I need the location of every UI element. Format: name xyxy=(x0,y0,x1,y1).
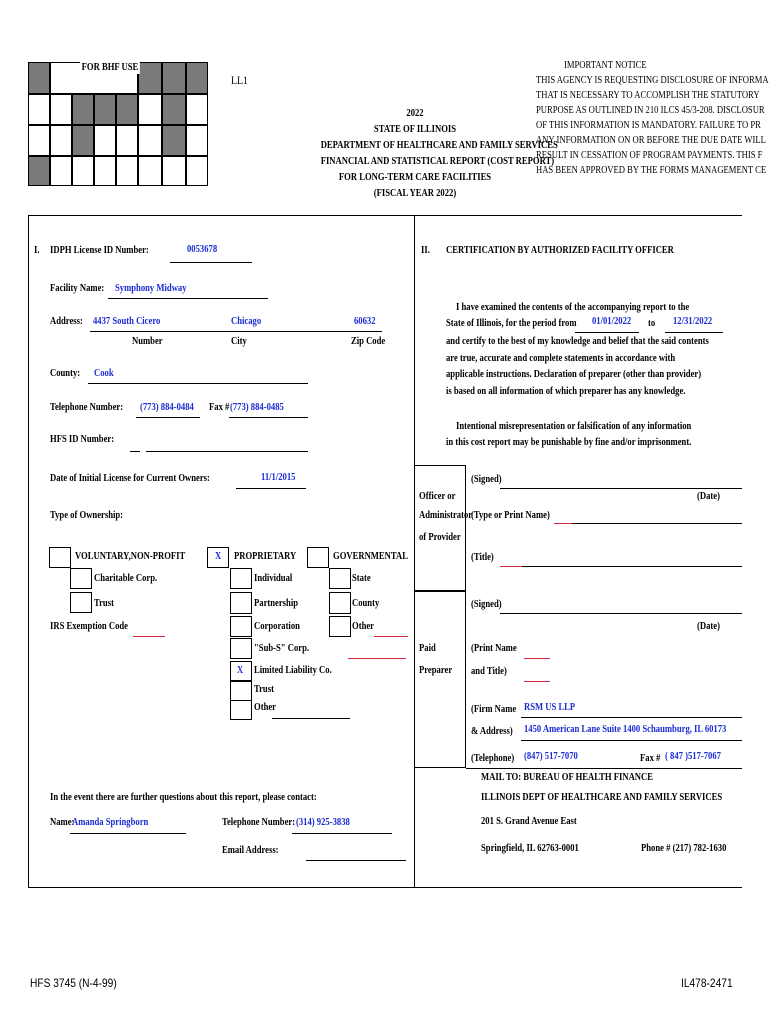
print-name-label-2: and Title) xyxy=(471,666,507,677)
notice-line: ANY INFORMATION ON OR BEFORE THE DUE DATE WILL xyxy=(536,135,766,146)
charitable-checkbox[interactable] xyxy=(70,568,92,589)
contact-name-underline xyxy=(70,833,186,834)
signed-label: (Signed) xyxy=(471,599,502,610)
facility-value[interactable]: Symphony Midway xyxy=(115,283,187,294)
firm-name-underline xyxy=(521,717,742,718)
report-title-block xyxy=(300,108,558,200)
trust-checkbox[interactable] xyxy=(70,592,92,613)
address-label: Address: xyxy=(50,316,83,327)
zip-caption: Zip Code xyxy=(351,336,386,347)
grid-cell xyxy=(94,94,116,125)
notice-title: IMPORTANT NOTICE xyxy=(564,60,647,71)
cert-text: and certify to the best of my knowledge and belief that the said contents xyxy=(446,336,709,347)
voluntary-checkbox[interactable] xyxy=(49,547,71,568)
report-facilities: FOR LONG-TERM CARE FACILITIES xyxy=(338,172,492,183)
individual-checkbox[interactable] xyxy=(230,568,252,589)
subs-checkbox[interactable] xyxy=(230,638,252,659)
officer-signature-line[interactable] xyxy=(500,488,742,489)
state-checkbox[interactable] xyxy=(329,568,351,589)
firm-address-value[interactable]: 1450 American Lane Suite 1400 Schaumburg, IL 60173 xyxy=(524,724,727,735)
grid-cell xyxy=(162,156,186,186)
license-underline xyxy=(170,262,252,263)
partnership-label: Partnership xyxy=(254,598,299,609)
contact-name-label: Name: xyxy=(50,817,75,828)
mail-to-line: Springfield, IL 62763-0001 xyxy=(481,843,579,854)
print-name-underline[interactable] xyxy=(524,658,550,659)
grid-cell xyxy=(50,125,72,156)
notice-line: THIS AGENCY IS REQUESTING DISCLOSURE OF INFORMA xyxy=(536,75,769,86)
preparer-telephone-value[interactable]: (847) 517-7070 xyxy=(524,751,578,762)
other2-checkbox[interactable] xyxy=(329,616,351,637)
report-fiscal-year: (FISCAL YEAR 2022) xyxy=(373,188,457,199)
grid-cell xyxy=(72,156,94,186)
preparer-label: Preparer xyxy=(419,665,453,676)
preparer-fax-label: Fax # xyxy=(640,753,661,764)
preparer-box xyxy=(414,591,466,768)
section-1-number: I. xyxy=(34,245,40,256)
number-caption: Number xyxy=(132,336,163,347)
contact-phone-underline xyxy=(292,833,392,834)
print-name-label: (Print Name xyxy=(471,643,517,654)
city-caption: City xyxy=(231,336,247,347)
partnership-checkbox[interactable] xyxy=(230,592,252,614)
form-number-left: HFS 3745 (N-4-99) xyxy=(30,976,117,990)
period-to-label: to xyxy=(648,318,656,329)
officer-label: Administrator xyxy=(419,510,473,521)
firm-label: (Firm Name xyxy=(471,704,517,715)
voluntary-label: VOLUNTARY,NON-PROFIT xyxy=(75,551,186,562)
paid-label: Paid xyxy=(419,643,436,654)
grid-cell xyxy=(162,125,186,156)
irs-exemption-label: IRS Exemption Code xyxy=(50,621,128,632)
grid-cell xyxy=(50,94,72,125)
contact-name-value[interactable]: Amanda Springborn xyxy=(72,817,149,828)
print-name-underline-2[interactable] xyxy=(524,681,550,682)
llc-mark: X xyxy=(237,665,244,676)
facility-label: Facility Name: xyxy=(50,283,105,294)
fax-label: Fax # xyxy=(209,402,230,413)
cert-text: I have examined the contents of the accompanying report to the xyxy=(456,302,690,313)
cert-warning: in this cost report may be punishable by fine and/or imprisonment. xyxy=(446,437,692,448)
grid-cell xyxy=(116,125,138,156)
firm-name-value[interactable]: RSM US LLP xyxy=(524,702,576,713)
irs-exemption-underline[interactable] xyxy=(133,636,165,637)
individual-label: Individual xyxy=(254,573,293,584)
grid-cell xyxy=(28,62,50,94)
officer-label: Officer or xyxy=(419,491,456,502)
grid-cell xyxy=(186,125,208,156)
cert-warning: Intentional misrepresentation or falsification of any information xyxy=(456,421,692,432)
period-from-underline xyxy=(575,332,639,333)
county-checkbox[interactable] xyxy=(329,592,351,614)
email-underline[interactable] xyxy=(306,860,406,861)
grid-cell xyxy=(50,156,72,186)
grid-cell xyxy=(186,62,208,94)
mail-to-line: ILLINOIS DEPT OF HEALTHCARE AND FAMILY SERVICES xyxy=(481,792,723,803)
title-label: (Title) xyxy=(471,552,494,563)
contact-phone-value[interactable]: (314) 925-3838 xyxy=(296,817,350,828)
mail-to-line: 201 S. Grand Avenue East xyxy=(481,816,577,827)
form-number-right: IL478-2471 xyxy=(681,976,733,990)
preparer-telephone-label: (Telephone) xyxy=(471,753,515,764)
other2-underline-red-2 xyxy=(348,658,406,659)
county-label: County: xyxy=(50,368,81,379)
cert-text: State of Illinois, for the period from xyxy=(446,318,577,329)
notice-line: THAT IS NECESSARY TO ACCOMPLISH THE STATUTORY xyxy=(536,90,760,101)
notice-line: HAS BEEN APPROVED BY THE FORMS MANAGEMENT CE xyxy=(536,165,767,176)
preparer-fax-value[interactable]: ( 847 )517-7067 xyxy=(665,751,721,762)
report-state: STATE OF ILLINOIS xyxy=(373,124,457,135)
period-from-value[interactable]: 01/01/2022 xyxy=(592,316,632,327)
period-to-value[interactable]: 12/31/2022 xyxy=(673,316,713,327)
phone-underline xyxy=(136,417,200,418)
trust2-label: Trust xyxy=(254,684,274,695)
other2-label: Other xyxy=(352,621,374,632)
county-gov-label: County xyxy=(352,598,380,609)
grid-cell xyxy=(28,94,50,125)
notice-line: RESULT IN CESSATION OF PROGRAM PAYMENTS. THIS F xyxy=(536,150,763,161)
initial-license-label: Date of Initial License for Current Owners: xyxy=(50,473,210,484)
mail-to-line: MAIL TO: BUREAU OF HEALTH FINANCE xyxy=(481,772,653,783)
other1-underline[interactable] xyxy=(272,718,350,719)
cert-text: applicable instructions. Declaration of preparer (other than provider) xyxy=(446,369,702,380)
phone-label: Telephone Number: xyxy=(50,402,124,413)
questions-text: In the event there are further questions about this report, please contact: xyxy=(50,792,317,803)
initial-license-underline xyxy=(236,488,306,489)
type-name-line xyxy=(572,523,742,524)
preparer-bottom-line xyxy=(466,768,742,769)
grid-cell xyxy=(94,156,116,186)
charitable-label: Charitable Corp. xyxy=(94,573,158,584)
report-name: FINANCIAL AND STATISTICAL REPORT (COST REPORT) xyxy=(320,156,555,167)
bhf-use-label: FOR BHF USE xyxy=(81,62,139,73)
grid-cell xyxy=(72,94,94,125)
hfs-id-underline[interactable] xyxy=(146,451,308,452)
cert-text: is based on all information of which preparer has any knowledge. xyxy=(446,386,686,397)
street-value[interactable]: 4437 South Cicero xyxy=(93,316,161,327)
fax-underline xyxy=(229,417,308,418)
grid-cell xyxy=(162,94,186,125)
important-notice xyxy=(536,60,770,190)
grid-cell xyxy=(162,62,186,94)
signed-label: (Signed) xyxy=(471,474,502,485)
notice-line: OF THIS INFORMATION IS MANDATORY. FAILURE TO PR xyxy=(536,120,761,131)
report-year: 2022 xyxy=(406,108,424,119)
grid-cell xyxy=(72,125,94,156)
corporation-label: Corporation xyxy=(254,621,300,632)
grid-cell xyxy=(138,156,162,186)
mail-to-phone: Phone # (217) 782-1630 xyxy=(641,843,727,854)
state-label: State xyxy=(352,573,371,584)
trust2-checkbox[interactable] xyxy=(230,681,252,701)
title-underline[interactable] xyxy=(500,566,522,567)
date-label: (Date) xyxy=(697,621,720,632)
section-2-number: II. xyxy=(421,245,430,256)
hfs-id-label: HFS ID Number: xyxy=(50,434,115,445)
grid-cell xyxy=(138,125,162,156)
grid-cell xyxy=(28,156,50,186)
grid-cell xyxy=(116,94,138,125)
report-dept: DEPARTMENT OF HEALTHCARE AND FAMILY SERVICES xyxy=(320,140,558,151)
period-to-underline xyxy=(665,332,723,333)
grid-cell xyxy=(116,156,138,186)
trust-label: Trust xyxy=(94,598,114,609)
city-value[interactable]: Chicago xyxy=(231,316,262,327)
title-line xyxy=(522,566,742,567)
contact-phone-label: Telephone Number: xyxy=(222,817,296,828)
type-name-underline[interactable] xyxy=(554,523,572,524)
license-value[interactable]: 0053678 xyxy=(187,244,218,255)
notice-line: PURPOSE AS OUTLINED IN 210 ILCS 45/3-208. DISCLOSUR xyxy=(536,105,765,116)
officer-label: of Provider xyxy=(419,532,461,543)
grid-cell xyxy=(94,125,116,156)
governmental-checkbox[interactable] xyxy=(307,547,329,568)
grid-cell xyxy=(186,156,208,186)
form-code: LL1 xyxy=(231,73,248,87)
initial-license-value[interactable]: 11/1/2015 xyxy=(261,472,296,483)
firm-address-label: & Address) xyxy=(471,726,513,737)
fax-value[interactable]: (773) 884-0485 xyxy=(230,402,284,413)
grid-cell xyxy=(28,125,50,156)
subs-label: "Sub-S" Corp. xyxy=(254,643,310,654)
license-label: IDPH License ID Number: xyxy=(50,245,149,256)
officer-box xyxy=(414,465,466,591)
other1-label: Other xyxy=(254,702,276,713)
other1-checkbox[interactable] xyxy=(230,700,252,720)
grid-cell xyxy=(138,94,162,125)
county-underline xyxy=(88,383,308,384)
type-name-label: (Type or Print Name) xyxy=(471,510,550,521)
hfs-id-underline-short xyxy=(130,451,140,452)
date-label: (Date) xyxy=(697,491,720,502)
ownership-label: Type of Ownership: xyxy=(50,510,124,521)
phone-value[interactable]: (773) 884-0484 xyxy=(140,402,194,413)
certification-title: CERTIFICATION BY AUTHORIZED FACILITY OFFICER xyxy=(446,245,674,256)
zip-value[interactable]: 60632 xyxy=(354,316,376,327)
llc-label: Limited Liability Co. xyxy=(254,665,332,676)
email-label: Email Address: xyxy=(222,845,279,856)
proprietary-mark: X xyxy=(215,551,222,562)
grid-cell xyxy=(186,94,208,125)
facility-underline xyxy=(108,298,268,299)
corporation-checkbox[interactable] xyxy=(230,616,252,637)
county-value[interactable]: Cook xyxy=(94,368,114,379)
cert-text: are true, accurate and complete statements in accordance with xyxy=(446,353,676,364)
other2-underline-red[interactable] xyxy=(374,636,408,637)
grid-cell xyxy=(138,62,162,94)
preparer-signature-line[interactable] xyxy=(500,613,742,614)
proprietary-label: PROPRIETARY xyxy=(234,551,297,562)
governmental-label: GOVERNMENTAL xyxy=(333,551,408,562)
address-underline xyxy=(90,331,382,332)
firm-address-underline xyxy=(521,740,742,741)
